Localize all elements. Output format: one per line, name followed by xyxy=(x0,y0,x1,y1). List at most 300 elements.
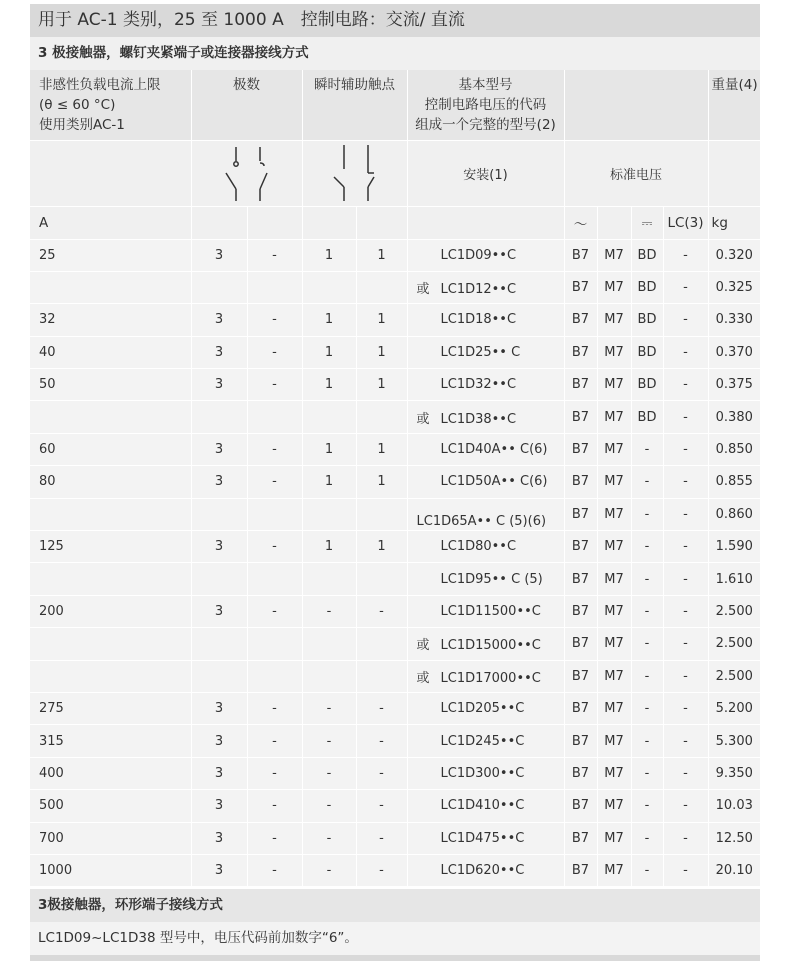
cell-current: 60 xyxy=(30,433,191,465)
reference-code: LC1D80••C xyxy=(440,539,517,555)
cell-v2: M7 xyxy=(597,595,631,627)
cell-nc: - xyxy=(247,790,302,822)
reference-code: LC1D620••C xyxy=(440,863,525,879)
reference-code: LC1D300••C xyxy=(440,765,525,781)
cell-v4: - xyxy=(663,271,708,303)
cell-aux2: 1 xyxy=(356,304,407,336)
cell-v4: - xyxy=(663,660,708,692)
cell-nc: - xyxy=(247,822,302,854)
cell-ref xyxy=(407,854,564,886)
table-row xyxy=(30,369,760,401)
cell-v4: - xyxy=(663,304,708,336)
contactor-pole-symbol-icon xyxy=(192,143,302,203)
cell-aux2: - xyxy=(356,595,407,627)
cell-aux2: - xyxy=(356,822,407,854)
cell-weight: 2.500 xyxy=(708,628,760,660)
table-row xyxy=(30,757,760,789)
table-row xyxy=(30,660,760,692)
cell-aux2 xyxy=(356,660,407,692)
cell-v1: B7 xyxy=(564,725,597,757)
cell-aux1: 1 xyxy=(302,433,356,465)
cell-poles xyxy=(191,271,247,303)
cell-v3: - xyxy=(631,725,663,757)
cell-v3: - xyxy=(631,757,663,789)
cell-v2: M7 xyxy=(597,854,631,886)
data-rows xyxy=(30,239,760,887)
contactor-table xyxy=(30,70,760,887)
cell-poles: 3 xyxy=(191,466,247,498)
cell-weight: 2.500 xyxy=(708,595,760,627)
cell-poles: 3 xyxy=(191,757,247,789)
units-row xyxy=(30,206,760,239)
footer-title: 3极接触器，环形端子接线方式 xyxy=(30,889,760,922)
cell-aux2: - xyxy=(356,725,407,757)
cell-v3: BD xyxy=(631,401,663,433)
header-std-voltage: 标准电压 xyxy=(564,140,708,206)
reference-code: LC1D25•• C xyxy=(440,344,521,360)
cell-ref xyxy=(407,239,564,271)
cell-current: 125 xyxy=(30,531,191,563)
cell-nc xyxy=(247,660,302,692)
cell-current xyxy=(30,271,191,303)
cell-current: 25 xyxy=(30,239,191,271)
header-install: 安装(1) xyxy=(407,140,564,206)
cell-aux1: 1 xyxy=(302,466,356,498)
cell-v2: M7 xyxy=(597,239,631,271)
cell-weight: 0.855 xyxy=(708,466,760,498)
reference-code: LC1D40A•• C(6) xyxy=(440,442,548,458)
cell-nc: - xyxy=(247,757,302,789)
cell-aux1 xyxy=(302,271,356,303)
reference-code: LC1D475••C xyxy=(440,830,525,846)
cell-v2: M7 xyxy=(597,498,631,530)
cell-nc: - xyxy=(247,692,302,724)
cell-poles xyxy=(191,498,247,530)
cell-v2: M7 xyxy=(597,660,631,692)
cell-v3: - xyxy=(631,498,663,530)
cell-ref xyxy=(407,660,564,692)
cell-v3: - xyxy=(631,692,663,724)
cell-aux1: 1 xyxy=(302,531,356,563)
cell-aux1: 1 xyxy=(302,369,356,401)
cell-poles: 3 xyxy=(191,336,247,368)
cell-aux2: 1 xyxy=(356,369,407,401)
cell-current xyxy=(30,628,191,660)
unit-ac: 〜 xyxy=(564,206,597,239)
cell-v1: B7 xyxy=(564,531,597,563)
reference-code: LC1D245••C xyxy=(440,733,525,749)
reference-code: LC1D17000••C xyxy=(440,670,541,686)
cell-v1: B7 xyxy=(564,369,597,401)
or-label: 或 xyxy=(416,638,430,654)
cell-aux1: - xyxy=(302,595,356,627)
cell-poles: 3 xyxy=(191,304,247,336)
cell-aux2: 1 xyxy=(356,239,407,271)
cell-v4: - xyxy=(663,531,708,563)
cell-aux2: 1 xyxy=(356,531,407,563)
table-row xyxy=(30,498,760,530)
unit-blank-5 xyxy=(407,206,564,239)
cell-v4: - xyxy=(663,790,708,822)
cell-nc: - xyxy=(247,725,302,757)
unit-blank-1 xyxy=(191,206,247,239)
cell-poles xyxy=(191,401,247,433)
cell-v2: M7 xyxy=(597,822,631,854)
cell-ref xyxy=(407,563,564,595)
cell-v1: B7 xyxy=(564,498,597,530)
cell-aux2 xyxy=(356,271,407,303)
cell-aux2: 1 xyxy=(356,433,407,465)
table-row xyxy=(30,433,760,465)
cell-ref xyxy=(407,692,564,724)
cell-v3: BD xyxy=(631,304,663,336)
cell-ref xyxy=(407,790,564,822)
cell-aux2 xyxy=(356,498,407,530)
or-label: 或 xyxy=(416,411,430,427)
cell-aux2: 1 xyxy=(356,336,407,368)
cell-aux2 xyxy=(356,563,407,595)
table-row xyxy=(30,822,760,854)
cell-v3: - xyxy=(631,822,663,854)
or-label: 或 xyxy=(416,670,430,686)
header-current-line3: 使用类别AC-1 xyxy=(39,117,125,133)
cell-nc: - xyxy=(247,595,302,627)
reference-code: LC1D18••C xyxy=(440,312,517,328)
cell-aux2 xyxy=(356,401,407,433)
cell-v4: - xyxy=(663,822,708,854)
cell-current: 80 xyxy=(30,466,191,498)
cell-aux1: - xyxy=(302,692,356,724)
cell-v4: - xyxy=(663,692,708,724)
pole-symbol-cell xyxy=(191,140,302,206)
cell-v1: B7 xyxy=(564,336,597,368)
cell-nc: - xyxy=(247,433,302,465)
cell-nc: - xyxy=(247,531,302,563)
cell-current: 1000 xyxy=(30,854,191,886)
cell-weight: 10.03 xyxy=(708,790,760,822)
unit-blank-4 xyxy=(356,206,407,239)
cell-v3: - xyxy=(631,466,663,498)
cell-ref xyxy=(407,595,564,627)
cell-current: 500 xyxy=(30,790,191,822)
cell-weight: 1.590 xyxy=(708,531,760,563)
cell-aux1 xyxy=(302,498,356,530)
cell-aux1: 1 xyxy=(302,304,356,336)
page-title: 用于 AC-1 类别，25 至 1000 A 控制电路：交流/ 直流 xyxy=(30,4,760,37)
header-ref xyxy=(407,70,564,140)
cell-current xyxy=(30,660,191,692)
cell-poles: 3 xyxy=(191,239,247,271)
cell-aux1: - xyxy=(302,822,356,854)
cell-weight: 0.370 xyxy=(708,336,760,368)
unit-kg: kg xyxy=(708,206,760,239)
cell-nc xyxy=(247,401,302,433)
or-label: 或 xyxy=(416,282,430,298)
cell-poles: 3 xyxy=(191,854,247,886)
cell-weight: 2.500 xyxy=(708,660,760,692)
cell-nc: - xyxy=(247,336,302,368)
table-row xyxy=(30,790,760,822)
header-ref-line1: 基本型号 xyxy=(458,77,513,93)
reference-code: LC1D32••C xyxy=(440,377,517,393)
header-weight: 重量(4) xyxy=(708,70,760,140)
cell-v1: B7 xyxy=(564,822,597,854)
cell-aux2: 1 xyxy=(356,466,407,498)
cell-v1: B7 xyxy=(564,466,597,498)
cell-v2: M7 xyxy=(597,757,631,789)
cell-aux1: - xyxy=(302,757,356,789)
cell-aux2: - xyxy=(356,692,407,724)
cell-nc: - xyxy=(247,369,302,401)
cell-ref xyxy=(407,628,564,660)
cell-nc: - xyxy=(247,466,302,498)
cell-v4: - xyxy=(663,628,708,660)
cell-weight: 20.10 xyxy=(708,854,760,886)
cell-poles xyxy=(191,628,247,660)
cell-v2: M7 xyxy=(597,466,631,498)
cell-poles: 3 xyxy=(191,725,247,757)
cell-weight: 0.375 xyxy=(708,369,760,401)
header-aux: 瞬时辅助触点 xyxy=(302,70,407,140)
reference-code: LC1D50A•• C(6) xyxy=(440,474,548,490)
cell-weight: 0.380 xyxy=(708,401,760,433)
cell-v1: B7 xyxy=(564,239,597,271)
cell-current: 400 xyxy=(30,757,191,789)
cell-ref xyxy=(407,725,564,757)
cell-weight: 0.320 xyxy=(708,239,760,271)
cell-ref xyxy=(407,401,564,433)
cell-current: 32 xyxy=(30,304,191,336)
cell-v2: M7 xyxy=(597,531,631,563)
cell-v4: - xyxy=(663,433,708,465)
symbol-row xyxy=(30,140,760,206)
cell-nc xyxy=(247,628,302,660)
cell-v3: - xyxy=(631,433,663,465)
cell-poles: 3 xyxy=(191,433,247,465)
cell-ref xyxy=(407,757,564,789)
cell-v1: B7 xyxy=(564,660,597,692)
cell-v2: M7 xyxy=(597,304,631,336)
table-row xyxy=(30,239,760,271)
cell-current: 40 xyxy=(30,336,191,368)
cell-aux1 xyxy=(302,401,356,433)
table-row xyxy=(30,531,760,563)
table-row xyxy=(30,466,760,498)
cell-aux2 xyxy=(356,628,407,660)
cell-v3: - xyxy=(631,595,663,627)
cell-current xyxy=(30,498,191,530)
table-row xyxy=(30,401,760,433)
table-row xyxy=(30,628,760,660)
cell-v1: B7 xyxy=(564,304,597,336)
cell-nc xyxy=(247,563,302,595)
cell-v4: - xyxy=(663,369,708,401)
cell-v2: M7 xyxy=(597,271,631,303)
cell-v3: - xyxy=(631,563,663,595)
cell-current: 315 xyxy=(30,725,191,757)
header-poles: 极数 xyxy=(191,70,302,140)
cell-weight: 1.610 xyxy=(708,563,760,595)
table-row xyxy=(30,854,760,886)
reference-code: LC1D12••C xyxy=(440,282,517,298)
cell-v3: - xyxy=(631,790,663,822)
cell-aux2: - xyxy=(356,790,407,822)
reference-code: LC1D95•• C (5) xyxy=(440,571,543,587)
unit-amp: A xyxy=(30,206,191,239)
cell-v3: BD xyxy=(631,369,663,401)
header-ref-line3: 组成一个完整的型号(2) xyxy=(415,117,556,133)
cell-poles: 3 xyxy=(191,822,247,854)
cell-v1: B7 xyxy=(564,854,597,886)
cell-v3: - xyxy=(631,660,663,692)
cell-aux1 xyxy=(302,660,356,692)
cell-poles: 3 xyxy=(191,692,247,724)
cell-current: 275 xyxy=(30,692,191,724)
cell-ref xyxy=(407,336,564,368)
cell-v4: - xyxy=(663,498,708,530)
cell-aux1: - xyxy=(302,854,356,886)
cell-ref xyxy=(407,271,564,303)
cell-ref xyxy=(407,304,564,336)
cell-ref xyxy=(407,498,564,530)
cell-weight: 9.350 xyxy=(708,757,760,789)
header-current-line1: 非感性负载电流上限 xyxy=(39,77,161,93)
cell-weight: 12.50 xyxy=(708,822,760,854)
cell-v2: M7 xyxy=(597,336,631,368)
table-row xyxy=(30,692,760,724)
reference-code: LC1D15000••C xyxy=(440,638,541,654)
header-ref-line2: 控制电路电压的代码 xyxy=(424,97,547,113)
cell-v1: B7 xyxy=(564,757,597,789)
section-subtitle: 3 极接触器，螺钉夹紧端子或连接器接线方式 xyxy=(30,37,760,70)
cell-v4: - xyxy=(663,757,708,789)
cell-v1: B7 xyxy=(564,401,597,433)
reference-code: LC1D11500••C xyxy=(440,603,541,619)
cell-v1: B7 xyxy=(564,595,597,627)
auxiliary-contact-symbol-icon xyxy=(303,143,407,203)
cell-v4: - xyxy=(663,563,708,595)
table-row xyxy=(30,336,760,368)
unit-dc: ⎓ xyxy=(631,206,663,239)
reference-code: LC1D38••C xyxy=(440,411,517,427)
cell-v4: - xyxy=(663,466,708,498)
cell-poles: 3 xyxy=(191,531,247,563)
symbol-blank xyxy=(30,140,191,206)
cell-current: 700 xyxy=(30,822,191,854)
unit-blank-2 xyxy=(247,206,302,239)
table-row xyxy=(30,595,760,627)
cell-poles xyxy=(191,660,247,692)
cell-v3: - xyxy=(631,531,663,563)
cell-aux2: - xyxy=(356,854,407,886)
cell-ref xyxy=(407,369,564,401)
cell-aux1: 1 xyxy=(302,239,356,271)
cell-v1: B7 xyxy=(564,563,597,595)
cell-v1: B7 xyxy=(564,628,597,660)
cell-weight: 0.325 xyxy=(708,271,760,303)
aux-symbol-cell xyxy=(302,140,407,206)
cell-v4: - xyxy=(663,854,708,886)
symbol-blank-weight xyxy=(708,140,760,206)
table-row xyxy=(30,725,760,757)
cell-poles: 3 xyxy=(191,595,247,627)
cell-v2: M7 xyxy=(597,628,631,660)
unit-blank-6 xyxy=(597,206,631,239)
cell-v2: M7 xyxy=(597,401,631,433)
cell-ref xyxy=(407,531,564,563)
reference-code: LC1D205••C xyxy=(440,701,525,717)
cell-ref xyxy=(407,433,564,465)
cell-v3: BD xyxy=(631,336,663,368)
cell-aux1: 1 xyxy=(302,336,356,368)
cell-v2: M7 xyxy=(597,725,631,757)
header-row xyxy=(30,70,760,140)
cell-v3: - xyxy=(631,854,663,886)
cell-aux1 xyxy=(302,628,356,660)
cell-weight: 0.860 xyxy=(708,498,760,530)
cell-aux1 xyxy=(302,563,356,595)
cell-nc: - xyxy=(247,304,302,336)
cell-v1: B7 xyxy=(564,692,597,724)
footer-note: LC1D09~LC1D38 型号中，电压代码前加数字“6”。 xyxy=(30,922,760,955)
cell-aux1: - xyxy=(302,725,356,757)
cell-nc: - xyxy=(247,239,302,271)
cell-v4: - xyxy=(663,401,708,433)
cell-poles xyxy=(191,563,247,595)
cell-weight: 5.200 xyxy=(708,692,760,724)
cell-v1: B7 xyxy=(564,790,597,822)
footer-bar xyxy=(30,955,760,961)
header-voltage-blank xyxy=(564,70,708,140)
cell-v3: BD xyxy=(631,271,663,303)
cell-v1: B7 xyxy=(564,433,597,465)
cell-v4: - xyxy=(663,595,708,627)
cell-weight: 5.300 xyxy=(708,725,760,757)
cell-nc xyxy=(247,498,302,530)
cell-nc: - xyxy=(247,854,302,886)
cell-v1: B7 xyxy=(564,271,597,303)
cell-current: 200 xyxy=(30,595,191,627)
cell-aux1: - xyxy=(302,790,356,822)
header-current xyxy=(30,70,191,140)
cell-current xyxy=(30,563,191,595)
cell-v3: - xyxy=(631,628,663,660)
cell-v4: - xyxy=(663,725,708,757)
cell-current xyxy=(30,401,191,433)
cell-weight: 0.850 xyxy=(708,433,760,465)
reference-code: LC1D65A•• C (5)(6) xyxy=(416,514,547,530)
cell-v2: M7 xyxy=(597,692,631,724)
cell-weight: 0.330 xyxy=(708,304,760,336)
table-row xyxy=(30,271,760,303)
cell-v2: M7 xyxy=(597,790,631,822)
cell-nc xyxy=(247,271,302,303)
cell-v3: BD xyxy=(631,239,663,271)
cell-current: 50 xyxy=(30,369,191,401)
cell-v4: - xyxy=(663,336,708,368)
unit-blank-3 xyxy=(302,206,356,239)
reference-code: LC1D09••C xyxy=(440,247,517,263)
cell-v2: M7 xyxy=(597,369,631,401)
cell-ref xyxy=(407,466,564,498)
header-current-line2: (θ ≤ 60 °C) xyxy=(39,97,116,113)
cell-v2: M7 xyxy=(597,563,631,595)
table-row xyxy=(30,563,760,595)
unit-lc: LC(3) xyxy=(663,206,708,239)
cell-poles: 3 xyxy=(191,790,247,822)
cell-v4: - xyxy=(663,239,708,271)
cell-v2: M7 xyxy=(597,433,631,465)
